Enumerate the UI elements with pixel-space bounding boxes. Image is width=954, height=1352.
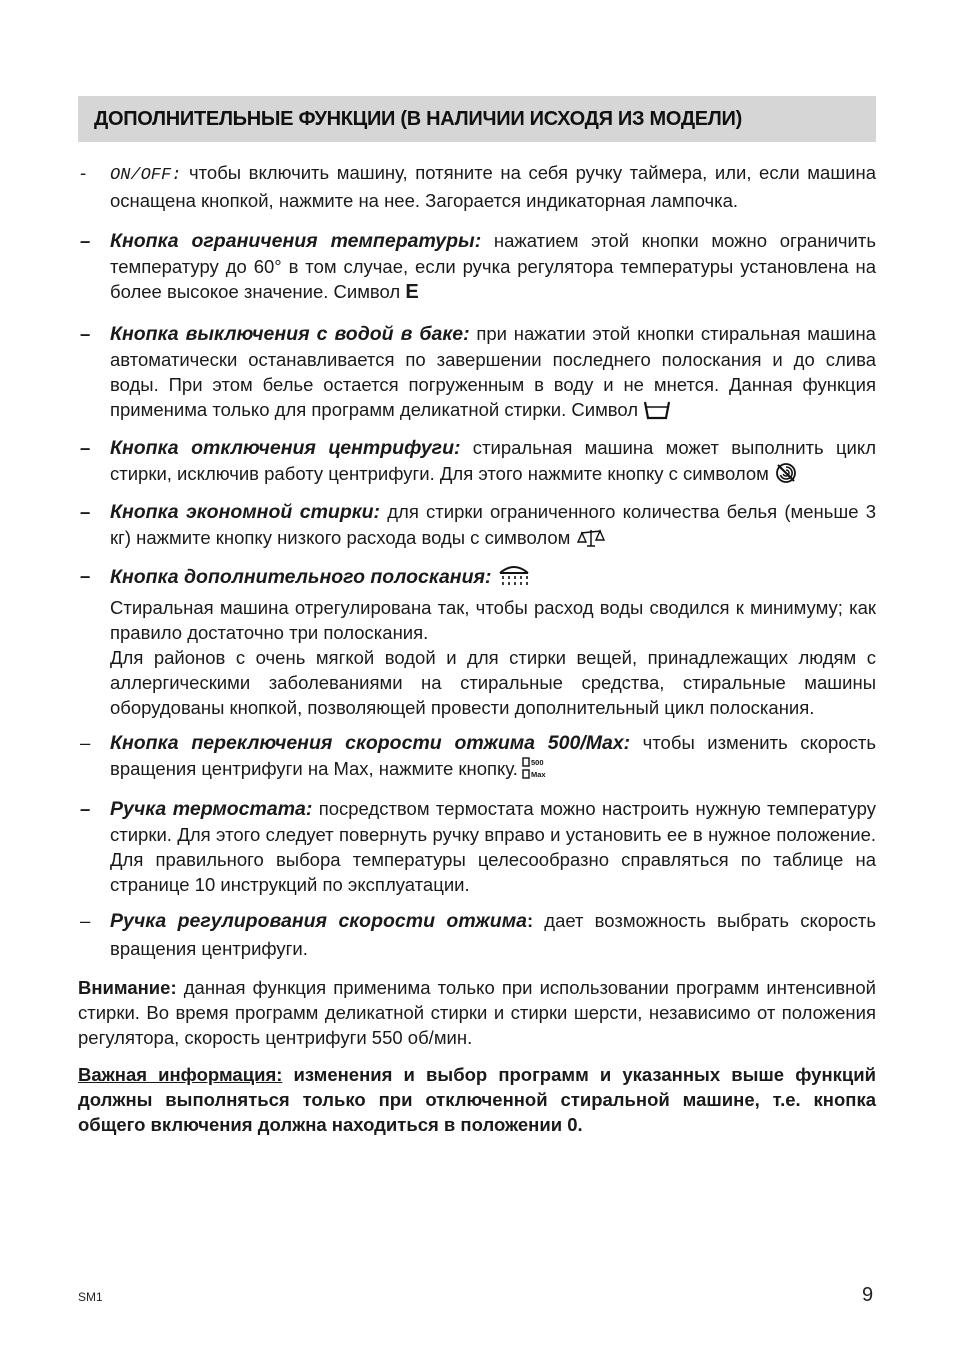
tub-icon [643, 400, 671, 426]
item-extra-rinse [78, 563, 876, 720]
item-term: Кнопка экономной стирки: [110, 501, 381, 523]
item-spin-speed-knob [78, 907, 876, 962]
item-term: Ручка регулирования скорости отжима [110, 910, 527, 932]
item-dash: – [80, 732, 91, 753]
item-text: дает возможность выбрать скорость вращения центрифуги. [110, 910, 876, 959]
section-title: ДОПОЛНИТЕЛЬНЫЕ ФУНКЦИИ (В НАЛИЧИИ ИСХОДЯ ИЗ МОДЕЛИ) [94, 107, 742, 130]
item-text: при нажатии этой кнопки стиральная машина автоматически останавливается по завершении последнего полоскания и до слива воды. При этом белье остается погруженным в воду и не мнется. Данная функция применима только для программ деликатной стирки. Символ [110, 323, 876, 420]
content [78, 160, 876, 1137]
extra-rinse-paragraph-1: Стиральная машина отрегулирована так, чтобы расход воды сводился к минимуму; как правило достаточно три полоскания. [110, 597, 876, 643]
item-temperature-limit [78, 228, 876, 305]
footer-code: SM1 [78, 1290, 103, 1304]
attention-note [78, 975, 876, 1050]
item-dash: – [80, 798, 91, 819]
speed-icon-label-500: 500 [530, 758, 544, 767]
no-spin-icon [774, 462, 798, 490]
item-term: Ручка термостата: [110, 798, 313, 820]
item-term: Кнопка переключения скорости отжима 500/Max: [110, 732, 631, 754]
item-text: чтобы изменить скорость вращения центрифуги на Max, нажмите кнопку. [110, 732, 876, 779]
symbol-e: E [405, 281, 419, 303]
item-text: стиральная машина может выполнить цикл стирки, исключив работу центрифуги. Для этого нажмите кнопку с символом [110, 437, 876, 484]
attention-text: данная функция применима только при использовании программ интенсивной стирки. Во время программ деликатной стирки и стирки шерсти, независимо от положения регулятора, скорость центрифуги 550 об/мин. [78, 977, 876, 1048]
important-text: изменения и выбор программ и указанных выше функций должны выполняться только при отключенной стиральной машине, т.е. кнопка общего включения должна находиться в положении 0. [78, 1064, 876, 1135]
extra-rinse-paragraph-2: Для районов с очень мягкой водой и для стирки вещей, принадлежащих людям с аллергическими заболеваниями на стиральные средства, стиральные машины оборудованы кнопкой, позволяющей провести дополнительный цикл полоскания. [110, 647, 876, 718]
page-number: 9 [862, 1284, 874, 1306]
item-eco-wash [78, 499, 876, 554]
item-term: Кнопка отключения центрифуги: [110, 437, 461, 459]
important-label: Важная информация: [78, 1064, 283, 1085]
item-spin-speed-switch [78, 730, 876, 787]
item-thermostat-knob [78, 796, 876, 897]
item-term: Кнопка ограничения температуры: [110, 230, 482, 252]
item-colon: : [526, 910, 534, 931]
item-term: Кнопка выключения с водой в баке: [110, 323, 470, 345]
item-text: чтобы включить машину, потяните на себя ручку таймера, или, если машина оснащена кнопкой, нажмите на нее. Загорается индикаторная лампочка. [110, 162, 876, 211]
item-term: Кнопка дополнительного полоскания: [110, 566, 492, 588]
speed-icon-label-max: Max [530, 770, 546, 779]
item-on-off [78, 160, 876, 213]
item-no-spin [78, 435, 876, 490]
important-info [78, 1062, 876, 1137]
item-dash: – [80, 565, 91, 586]
item-dash: – [80, 501, 91, 522]
item-dash: – [80, 230, 91, 251]
item-dash: – [80, 323, 91, 344]
scales-icon [576, 528, 606, 554]
shower-icon [497, 563, 531, 593]
item-text: нажатием этой кнопки можно ограничить температуру до 60° в том случае, если ручка регулятора температуры установлена на более высокое значение. Символ [110, 230, 876, 302]
item-text: посредством термостата можно настроить нужную температуру стирки. Для этого следует повернуть ручку вправо и установить ее в нужное положение. Для правильного выбора температуры целесообразно справляться по таблице на странице 10 инструкций по эксплуатации. [110, 798, 876, 895]
attention-label: Внимание: [78, 977, 177, 998]
item-dash: – [80, 910, 91, 931]
section-title-bar [78, 96, 876, 142]
item-rinse-hold [78, 321, 876, 426]
item-text: для стирки ограниченного количества белья (меньше 3 кг) нажмите кнопку низкого расхода воды с символом [110, 501, 876, 548]
item-term: ON/OFF: [110, 166, 182, 185]
item-dash: – [80, 437, 91, 458]
item-dash: - [80, 162, 87, 183]
speed-switch-icon [522, 757, 552, 787]
